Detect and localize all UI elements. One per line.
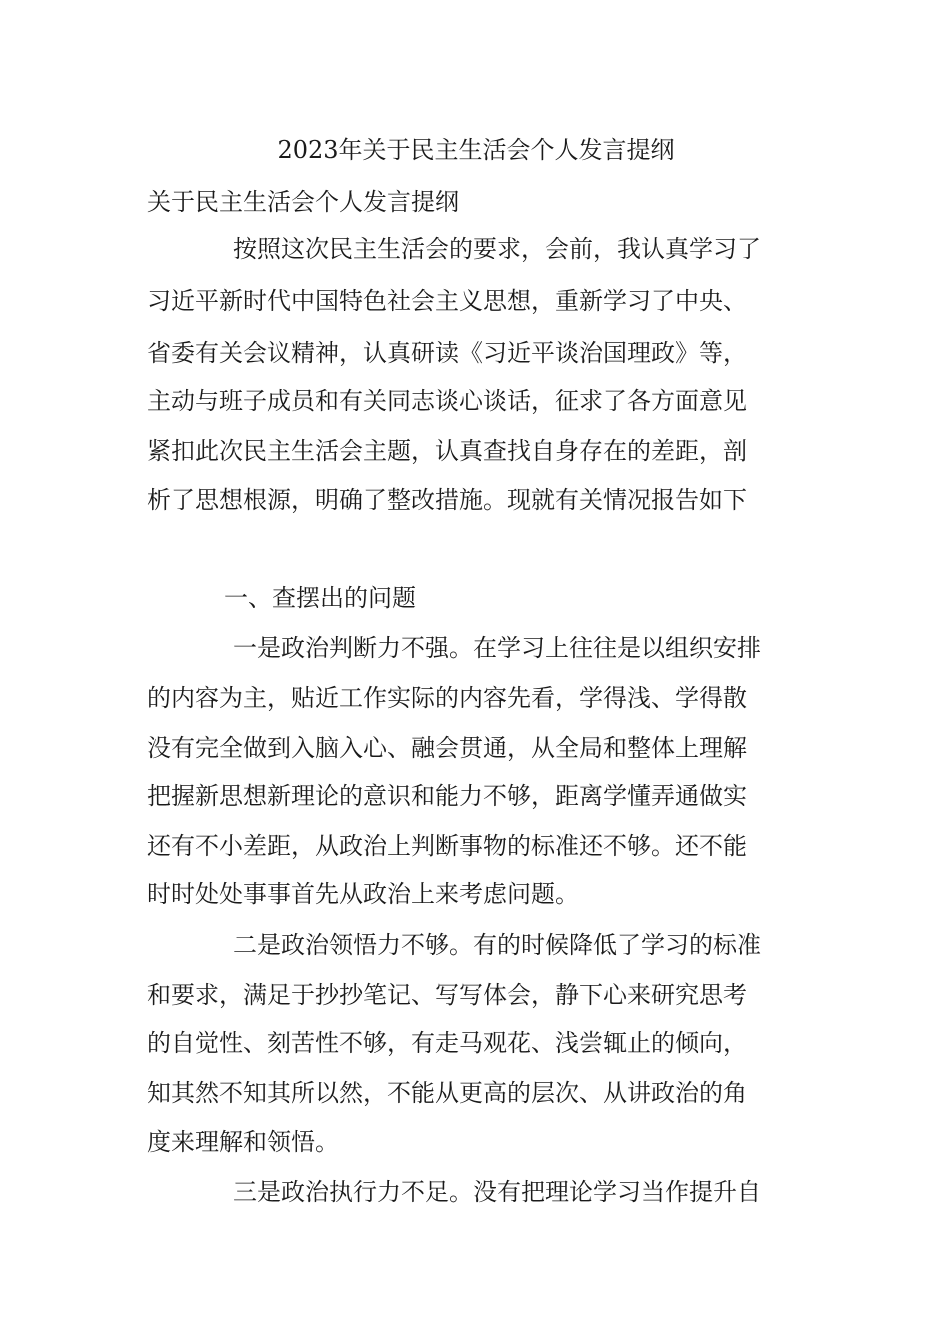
point2-line-1: 二是政治领悟力不够。有的时候降低了学习的标准 xyxy=(233,931,761,959)
point1-line-2: 的内容为主，贴近工作实际的内容先看，学得浅、学得散 xyxy=(147,684,747,712)
point3-line-1: 三是政治执行力不足。没有把理论学习当作提升自 xyxy=(233,1178,761,1206)
point2-line-5: 度来理解和领悟。 xyxy=(147,1128,339,1156)
intro-line-4: 主动与班子成员和有关同志谈心谈话，征求了各方面意见 xyxy=(147,387,747,415)
intro-line-1: 按照这次民主生活会的要求，会前，我认真学习了 xyxy=(233,235,761,263)
point2-line-3: 的自觉性、刻苦性不够，有走马观花、浅尝辄止的倾向， xyxy=(147,1029,747,1057)
intro-line-3: 省委有关会议精神，认真研读《习近平谈治国理政》等， xyxy=(147,339,747,367)
point1-line-3: 没有完全做到入脑入心、融会贯通，从全局和整体上理解 xyxy=(147,734,747,762)
intro-line-2: 习近平新时代中国特色社会主义思想，重新学习了中央、 xyxy=(147,287,747,315)
point1-line-5: 还有不小差距，从政治上判断事物的标准还不够。还不能 xyxy=(147,832,747,860)
point1-line-6: 时时处处事事首先从政治上来考虑问题。 xyxy=(147,880,579,908)
document-title: 2023年关于民主生活会个人发言提纲 xyxy=(277,136,675,164)
point1-line-4: 把握新思想新理论的意识和能力不够，距离学懂弄通做实 xyxy=(147,782,747,810)
document-subtitle: 关于民主生活会个人发言提纲 xyxy=(147,188,459,216)
point1-line-1: 一是政治判断力不强。在学习上往往是以组织安排 xyxy=(233,634,761,662)
intro-line-5: 紧扣此次民主生活会主题，认真查找自身存在的差距，剖 xyxy=(147,437,747,465)
intro-line-6: 析了思想根源，明确了整改措施。现就有关情况报告如下 xyxy=(147,486,747,514)
point2-line-2: 和要求，满足于抄抄笔记、写写体会，静下心来研究思考 xyxy=(147,981,747,1009)
section-heading: 一、查摆出的问题 xyxy=(224,584,416,612)
point2-line-4: 知其然不知其所以然，不能从更高的层次、从讲政治的角 xyxy=(147,1079,747,1107)
